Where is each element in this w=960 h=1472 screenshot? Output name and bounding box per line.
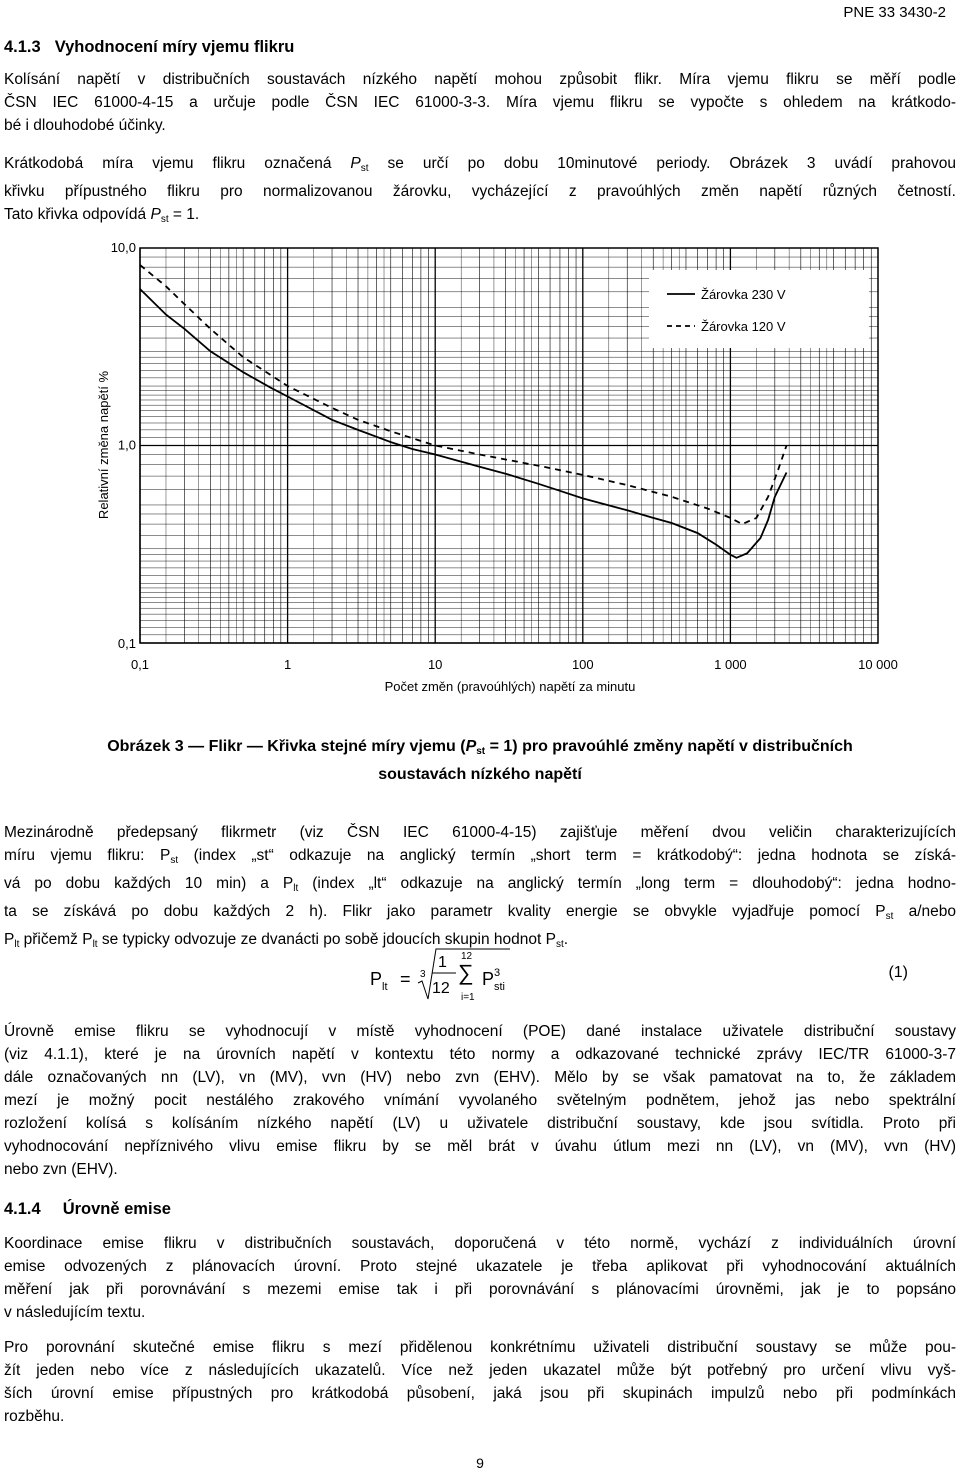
text-line: křivku přípustného flikru pro normalizovanou žárovku, vycházející z pravoúhlých změn napětí různých četností.: [4, 183, 956, 200]
text-line: [4, 872, 956, 900]
formula-plt: [360, 943, 560, 1009]
equation-number: (1): [888, 964, 908, 981]
paragraph-comparison: [4, 1336, 956, 1428]
text-run: vá po dobu každých 10 min) a P: [4, 875, 294, 892]
formula-lhs-sub: lt: [382, 981, 388, 993]
y-tick-label: 0,1: [117, 636, 136, 651]
subscript: st: [160, 214, 169, 225]
subscript: lt: [92, 939, 98, 950]
x-tick-label: 1: [283, 657, 292, 672]
subscript: st: [476, 746, 486, 757]
text-line: Koordinace emise flikru v distribučních soustavách, doporučená v této normě, vychází z individuálních úrovní: [4, 1235, 956, 1252]
text-line: dále označovaných nn (LV), vn (MV), vvn (HV) nebo zvn (EHV). Mělo by se však pamatovat na to, že základem: [4, 1069, 956, 1086]
text-line: (viz 4.1.1), které je na úrovních napětí v kontextu této normy a odkazované technické zprávy IEC/TR 61000-3-7: [4, 1046, 956, 1063]
symbol-p: P: [350, 155, 361, 172]
formula-lhs: P: [370, 969, 383, 989]
x-tick-label: 10 000: [858, 657, 898, 672]
text-run: = 1) pro pravoúhlé změny napětí v distribučních: [485, 738, 853, 755]
subscript: st: [170, 855, 179, 866]
paragraph-flikrmetr: [4, 821, 956, 956]
formula-eq: =: [400, 969, 411, 989]
text-run: přičemž P: [19, 931, 93, 948]
text-run: a/nebo: [893, 903, 956, 920]
caption-line-2: soustavách nízkého napětí: [378, 766, 582, 783]
text-line: [4, 203, 956, 231]
formula-sum-bottom: i=1: [461, 992, 475, 1003]
text-run: Tato křivka odpovídá: [4, 206, 151, 223]
caption-line-1: [30, 735, 930, 763]
text-line: rozběhu.: [4, 1408, 65, 1425]
text-run: Obrázek 3 — Flikr — Křivka stejné míry vjemu (: [107, 738, 466, 755]
text-line: bé i dlouhodobé účinky.: [4, 117, 166, 134]
paragraph-intro: [4, 68, 956, 137]
formula-root-index: 3: [420, 969, 426, 980]
x-axis-title: Počet změn (pravoúhlých) napětí za minutu: [384, 679, 636, 694]
text-line: [4, 152, 956, 180]
formula-sum-top: 12: [461, 951, 473, 962]
text-line: vyhodnocování nepříznivého vlivu emise flikru by se měl brát v úvahu útlum mezi nn (LV), vn (MV), vvn (HV): [4, 1138, 956, 1155]
y-tick-label: 1,0: [117, 437, 136, 453]
legend-label: Žárovka 230 V: [701, 287, 786, 302]
text-run: Krátkodobá míra vjemu flikru označená: [4, 155, 351, 172]
paragraph-emission-levels: [4, 1020, 956, 1181]
section-number: 4.1.3: [4, 38, 41, 56]
text-line: Pro porovnání skutečné emise flikru s mezí přidělenou konkrétnímu uživateli distribuční soustavy se může pou-: [4, 1339, 956, 1356]
text-run: (index „lt“ odkazuje na anglický termín „long term = dlouhodobý“: jedna hodno-: [298, 875, 956, 892]
x-tick-label: 100: [571, 657, 594, 672]
figure-caption: [30, 735, 930, 786]
text-run: míru vjemu flikru: P: [4, 847, 171, 864]
text-run: se určí po dobu 10minutové periody. Obrázek 3 uvádí prahovou: [368, 155, 956, 172]
text-run: (index „st“ odkazuje na anglický termín „short term = krátkodobý“: jedna hodnota se získá-: [178, 847, 956, 864]
text-run: = 1.: [168, 206, 200, 223]
text-run: .: [563, 931, 569, 948]
legend-label: Žárovka 120 V: [701, 319, 786, 334]
section-number: 4.1.4: [4, 1200, 41, 1218]
flicker-chart: [0, 230, 960, 705]
y-axis-title: Relativní změna napětí %: [96, 370, 111, 520]
chart-legend: [649, 270, 869, 348]
text-line: mezí je možný pocit nestálého zrakového vnímání vyvolaného světelným podnětem, jehož jas nebo spektrální: [4, 1092, 956, 1109]
formula-term-sup: 3: [494, 967, 501, 979]
x-tick-label: 0,1: [130, 657, 150, 672]
section-title: Úrovně emise: [62, 1200, 171, 1218]
x-tick-label: 10: [427, 657, 443, 672]
text-line: Mezinárodně předepsaný flikrmetr (viz ČSN IEC 61000-4-15) zajišťuje měření dvou veličin charakterizujících: [4, 824, 956, 841]
text-line: Kolísání napětí v distribučních soustavách nízkého napětí mohou způsobit flikr. Míra vjemu flikru se měří podle: [4, 71, 956, 88]
subscript: st: [360, 163, 369, 174]
text-line: žít jeden nebo více z následujících ukazatelů. Více než jeden ukazatel může být potřebný pro určení vlivu vyš-: [4, 1362, 956, 1379]
text-run: se typicky odvozuje ze dvanácti po sobě jdoucích skupin hodnot P: [97, 931, 556, 948]
symbol-p: P: [465, 738, 477, 755]
page-number: 9: [476, 1455, 484, 1471]
paragraph-coordination: [4, 1232, 956, 1324]
symbol-p: P: [150, 206, 161, 223]
text-line: emise odvozených z plánovacích úrovní. Proto stejné ukazatele je třeba aplikovat při vyhodnocování aktuálních: [4, 1258, 956, 1275]
text-line: v následujícím textu.: [4, 1304, 146, 1321]
text-run: ta se získává po dobu každých 2 h). Flikr jako parametr kvality energie se obvykle vyjadřuje pomocí P: [4, 903, 886, 920]
section-title: Vyhodnocení míry vjemu flikru: [54, 38, 295, 56]
document-code: PNE 33 3430-2: [843, 4, 946, 21]
paragraph-pst: [4, 152, 956, 231]
subscript: lt: [293, 883, 299, 894]
section-heading-4-1-3: [4, 38, 294, 57]
legend-box: [649, 270, 869, 348]
formula-den: 12: [432, 980, 450, 997]
subscript: lt: [14, 939, 20, 950]
text-line: ČSN IEC 61000-4-15 a určuje podle ČSN IEC 61000-3-3. Míra vjemu flikru se vypočte s ohledem na krátkodo-: [4, 94, 956, 111]
formula-term-sub: sti: [494, 981, 505, 993]
subscript: st: [555, 939, 564, 950]
formula-term: P: [482, 969, 495, 989]
text-run: P: [4, 931, 15, 948]
text-line: [4, 844, 956, 872]
section-heading-4-1-4: [4, 1200, 171, 1219]
text-line: [4, 900, 956, 928]
text-line: měření jak při porovnávání s mezemi emise tak i při porovnávání s plánovacími úrovněmi, jak je to popsáno: [4, 1281, 956, 1298]
text-line: rozložení kolísá s kolísáním nízkého napětí (LV) u uživatele distribuční soustavy, kde jsou svítidla. Proto při: [4, 1115, 956, 1132]
subscript: st: [885, 911, 894, 922]
x-tick-label: 1 000: [714, 657, 747, 672]
text-line: Úrovně emise flikru se vyhodnocují v místě vyhodnocení (POE) dané instalace uživatele distribuční soustavy: [4, 1023, 956, 1040]
sum-icon: ∑: [458, 960, 474, 985]
y-tick-label: 10,0: [110, 240, 136, 255]
text-line: nebo zvn (EHV).: [4, 1161, 118, 1178]
text-line: ších úrovní emise přípustných pro krátkodobá působení, jaká jsou při skupinách impulzů nebo při podmínkách: [4, 1385, 956, 1402]
formula-num: 1: [438, 954, 447, 971]
